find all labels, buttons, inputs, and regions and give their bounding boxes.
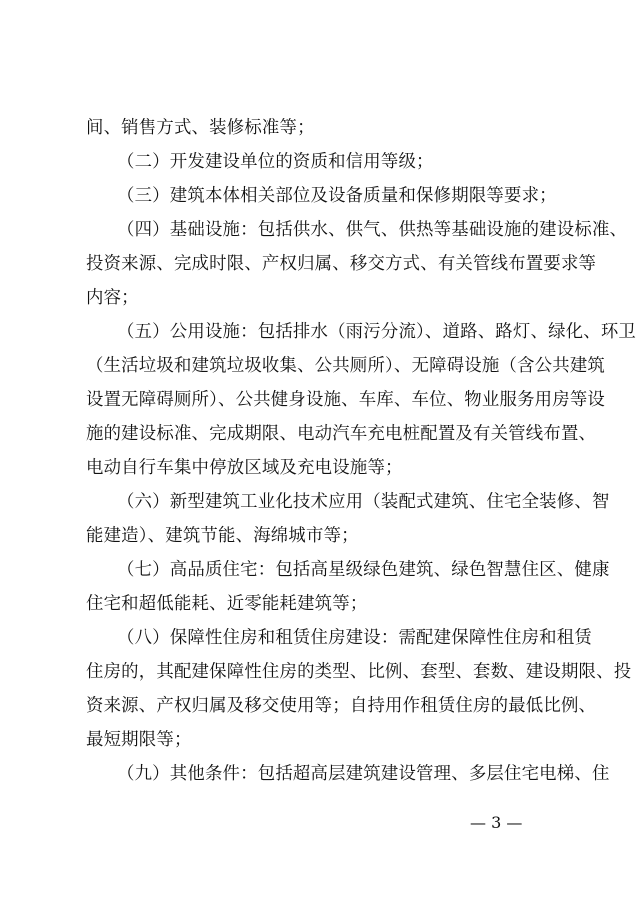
text-line-2: （二）开发建设单位的资质和信用等级； bbox=[117, 152, 434, 172]
text-line-20: （九）其他条件：包括超高层建筑建设管理、多层住宅电梯、住 bbox=[117, 764, 610, 784]
text-line-5: 投资来源、完成时限、产权归属、移交方式、有关管线布置要求等 bbox=[86, 254, 597, 274]
text-line-8: （生活垃圾和建筑垃圾收集、公共厕所）、无障碍设施（含公共建筑 bbox=[86, 356, 606, 376]
text-line-1: 间、销售方式、装修标准等； bbox=[86, 118, 315, 138]
text-line-10: 施的建设标准、完成期限、电动汽车充电桩配置及有关管线布置、 bbox=[86, 424, 597, 444]
text-line-12: （六）新型建筑工业化技术应用（装配式建筑、住宅全装修、智 bbox=[117, 492, 610, 512]
text-line-7: （五）公用设施：包括排水（雨污分流）、道路、路灯、绿化、环卫 bbox=[117, 322, 637, 342]
text-line-17: 住房的，其配建保障性住房的类型、比例、套型、套数、建设期限、投 bbox=[86, 662, 632, 682]
text-line-3: （三）建筑本体相关部位及设备质量和保修期限等要求； bbox=[117, 186, 557, 206]
text-line-15: 住宅和超低能耗、近零能耗建筑等； bbox=[86, 594, 368, 614]
page-number: — 3 — bbox=[470, 813, 523, 832]
text-line-4: （四）基础设施：包括供水、供气、供热等基础设施的建设标准、 bbox=[117, 220, 628, 240]
text-line-14: （七）高品质住宅：包括高星级绿色建筑、绿色智慧住区、健康 bbox=[117, 560, 610, 580]
text-line-6: 内容； bbox=[86, 288, 139, 308]
text-line-9: 设置无障碍厕所）、公共健身设施、车库、车位、物业服务用房等设 bbox=[86, 390, 606, 410]
text-line-16: （八）保障性住房和租赁住房建设：需配建保障性住房和租赁 bbox=[117, 628, 592, 648]
text-line-13: 能建造）、建筑节能、海绵城市等； bbox=[86, 526, 359, 546]
text-line-18: 资来源、产权归属及移交使用等；自持用作租赁住房的最低比例、 bbox=[86, 696, 597, 716]
text-line-19: 最短期限等； bbox=[86, 730, 192, 750]
text-line-11: 电动自行车集中停放区域及充电设施等； bbox=[86, 458, 403, 478]
